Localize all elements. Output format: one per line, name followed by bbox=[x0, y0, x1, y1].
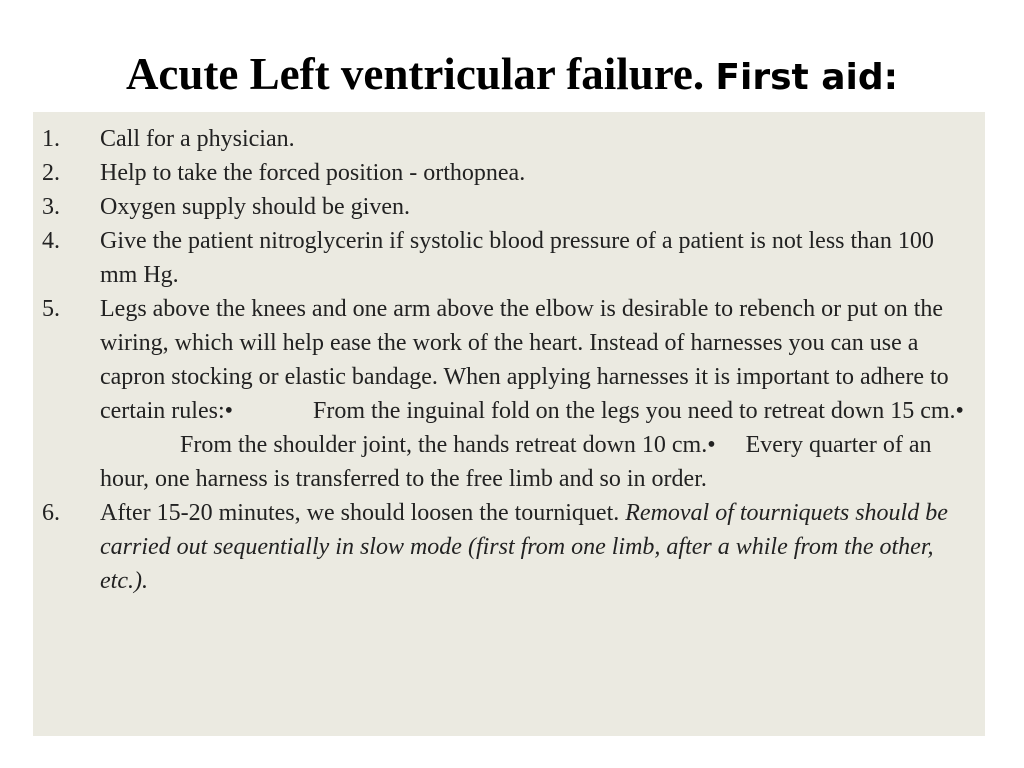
slide-title-main: Acute Left ventricular failure. bbox=[125, 49, 705, 99]
step-text: Call for a physician. bbox=[100, 126, 295, 152]
step-item bbox=[33, 156, 985, 190]
step-rule-text: Every quarter of an hour, one harness is transferred to the free limb and so in order. bbox=[100, 432, 932, 492]
step-number: 2. bbox=[42, 160, 60, 186]
first-aid-steps bbox=[33, 122, 985, 598]
step-number: 6. bbox=[42, 500, 60, 526]
step-item bbox=[33, 224, 985, 292]
step-rule-text: From the inguinal fold on the legs you need to retreat down 15 cm.• bbox=[313, 398, 964, 424]
step-text: After 15-20 minutes, we should loosen the tourniquet. bbox=[100, 500, 626, 526]
step-item bbox=[33, 496, 985, 598]
slide-title-sub: First aid: bbox=[715, 57, 899, 98]
step-text: Oxygen supply should be given. bbox=[100, 194, 410, 220]
step-item bbox=[33, 292, 985, 496]
content-box bbox=[33, 112, 985, 736]
step-text: Give the patient nitroglycerin if systolic blood pressure of a patient is not less than 100 mm Hg. bbox=[100, 228, 934, 288]
step-rule-text: From the shoulder joint, the hands retreat down 10 cm.• bbox=[180, 432, 716, 458]
step-number: 1. bbox=[42, 126, 60, 152]
step-number: 5. bbox=[42, 296, 60, 322]
step-item bbox=[33, 190, 985, 224]
step-text: Legs above the knees and one arm above the elbow is desirable to rebench or put on the wiring, which will help ease the work of the heart. Instead of harnesses you can use a capron stocking or elastic bandage. When applying harnesses it is important to adhere to certain rules:• bbox=[100, 296, 949, 424]
slide-title bbox=[0, 44, 1024, 108]
step-item bbox=[33, 122, 985, 156]
step-number: 3. bbox=[42, 194, 60, 220]
step-text: Help to take the forced position - orthopnea. bbox=[100, 160, 526, 186]
step-italic-text: Removal of tourniquets should be carried out sequentially in slow mode (first from one limb, after a while from the other, etc.). bbox=[100, 500, 948, 594]
step-number: 4. bbox=[42, 228, 60, 254]
